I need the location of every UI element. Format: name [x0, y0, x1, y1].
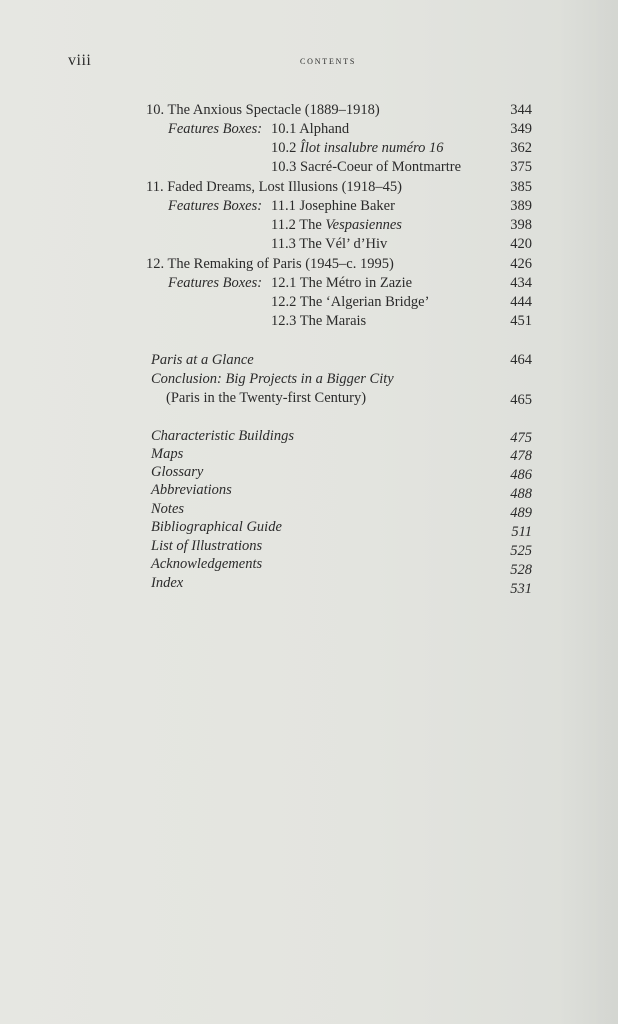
box-title: Alphand: [299, 121, 350, 137]
box-number: 10.3: [271, 159, 297, 175]
back-matter-page: 511: [511, 524, 532, 540]
page-folio: viii: [68, 52, 92, 69]
box-page: 434: [510, 275, 532, 291]
box-page: 398: [510, 217, 532, 233]
box-title: Îlot insalubre numéro 16: [300, 140, 444, 156]
box-title: The Métro in Zazie: [299, 275, 413, 291]
back-matter-entry[interactable]: Acknowledgements: [151, 556, 263, 572]
box-page: 362: [510, 140, 532, 156]
chapter-page: 426: [510, 256, 532, 272]
box-number: 10.2: [271, 140, 297, 156]
features-label: Features Boxes:: [168, 121, 263, 137]
conclusion-subtitle: (Paris in the Twenty-first Century): [166, 390, 367, 406]
back-matter-page: 478: [510, 448, 532, 464]
box-number: 12.1: [271, 275, 297, 291]
back-matter-entry[interactable]: Bibliographical Guide: [151, 519, 282, 535]
box-number: 11.3: [271, 236, 296, 252]
back-matter-page: 528: [510, 562, 532, 578]
box-title: Sacré-Coeur of Montmartre: [300, 159, 462, 175]
conclusion-page: 465: [510, 392, 532, 408]
box-page: 375: [510, 159, 532, 175]
features-label: Features Boxes:: [168, 198, 263, 214]
chapter-entry[interactable]: 10. The Anxious Spectacle (1889–1918): [146, 102, 380, 118]
back-matter-entry[interactable]: List of Illustrations: [151, 538, 263, 554]
features-label: Features Boxes:: [168, 275, 263, 291]
box-entry[interactable]: [271, 121, 349, 138]
back-matter-page: 525: [510, 543, 532, 559]
box-number: 10.1: [271, 121, 297, 137]
box-number: 11.1: [271, 198, 296, 214]
back-matter-entry[interactable]: Abbreviations: [151, 482, 232, 498]
back-matter-entry[interactable]: Maps: [151, 446, 184, 462]
glance-entry[interactable]: Paris at a Glance: [151, 352, 254, 368]
box-number: 12.2: [271, 294, 297, 310]
box-title: Josephine Baker: [299, 198, 395, 214]
box-entry[interactable]: [271, 140, 444, 157]
chapter-page: 344: [510, 102, 532, 118]
box-title: The ‘Algerian Bridge’: [299, 294, 430, 310]
box-title: The Marais: [299, 313, 367, 329]
glance-page: 464: [510, 352, 532, 368]
box-title-prefix: The: [299, 217, 326, 233]
box-number: 12.3: [271, 313, 297, 329]
box-entry[interactable]: [271, 275, 412, 292]
box-entry[interactable]: [271, 313, 366, 330]
back-matter-page: 531: [510, 581, 532, 597]
back-matter-page: 475: [510, 430, 532, 446]
back-matter-page: 489: [510, 505, 532, 521]
box-entry[interactable]: [271, 294, 429, 311]
box-page: 444: [510, 294, 532, 310]
chapter-page: 385: [510, 179, 532, 195]
box-page: 451: [510, 313, 532, 329]
back-matter-entry[interactable]: Glossary: [151, 464, 204, 480]
chapter-entry[interactable]: 12. The Remaking of Paris (1945–c. 1995): [146, 256, 394, 272]
back-matter-entry[interactable]: Notes: [151, 501, 185, 517]
back-matter-page: 486: [510, 467, 532, 483]
box-entry[interactable]: [271, 159, 461, 176]
chapter-entry[interactable]: 11. Faded Dreams, Lost Illusions (1918–45): [146, 179, 403, 195]
box-page: 389: [510, 198, 532, 214]
box-title: Vespasiennes: [325, 217, 402, 233]
box-page: 349: [510, 121, 532, 137]
running-head: contents: [300, 55, 357, 67]
back-matter-page: 488: [510, 486, 532, 502]
back-matter-entry[interactable]: Index: [151, 575, 184, 591]
back-matter-entry[interactable]: Characteristic Buildings: [151, 428, 294, 444]
conclusion-entry[interactable]: Conclusion: Big Projects in a Bigger City: [151, 371, 394, 387]
box-entry[interactable]: [271, 217, 402, 234]
box-entry[interactable]: [271, 198, 395, 215]
box-entry[interactable]: [271, 236, 387, 253]
box-page: 420: [510, 236, 532, 252]
box-number: 11.2: [271, 217, 296, 233]
box-title: The Vél’ d’Hiv: [299, 236, 388, 252]
